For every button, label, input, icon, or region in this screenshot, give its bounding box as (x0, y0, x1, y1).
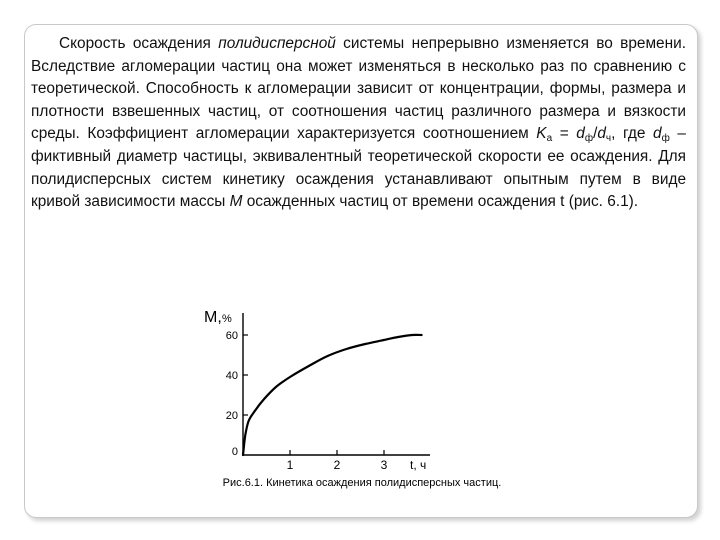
figure-caption: Рис.6.1. Кинетика осаждения полидисперсных частиц. (222, 477, 502, 489)
x-tick-label: 3 (380, 458, 388, 472)
y-axis-symbol: M, (204, 309, 222, 326)
y-axis-unit: % (222, 313, 232, 325)
text-run-italic: полидисперсной (218, 35, 336, 52)
text-run: системы непрерывно изменяется во времени. Вследствие агломерации частиц она может изменяться в несколько раз по сравнению с теоретической. Способность к агломерации зависит от концентрации, формы, размера и плотности взвешенных частиц, от соотношения частиц различного размера и вязкости среды. Коэффициент агломерации характеризуется соотношением (31, 35, 686, 143)
subscript-f: ф (584, 133, 594, 145)
y-tick-label: 0 (231, 446, 238, 458)
equals-sign: = (552, 125, 577, 143)
symbol-d: d (597, 125, 606, 143)
y-tick-label: 20 (225, 410, 238, 422)
x-ticks (287, 450, 388, 472)
subscript-a: а (546, 133, 553, 145)
x-axis-label: t, ч (410, 458, 427, 472)
slash: / (593, 125, 598, 143)
text-run: осажденных частиц от времени осаждения t (рис. 6.1). (242, 193, 639, 211)
subscript-f: ф (661, 133, 670, 145)
x-tick-label: 1 (286, 458, 294, 472)
subscript-ch: ч (605, 133, 612, 145)
symbol-d: d (653, 125, 662, 143)
text-run: , где (611, 125, 654, 143)
symbol-m: M (229, 193, 243, 211)
y-axis-title (204, 309, 232, 326)
text-run: – фиктивный диаметр частицы, эквивалентный теоретической скорости ее осаждения. Для полидисперсных систем кинетику осаждения устанавливают опытным путем в виде кривой зависимости массы (31, 125, 686, 211)
symbol-k: K (536, 125, 547, 143)
y-tick-label: 40 (225, 370, 238, 382)
text-run: Скорость осаждения (59, 35, 219, 52)
y-tick-label: 60 (225, 330, 238, 342)
x-tick-label: 2 (333, 458, 341, 472)
series-line (243, 335, 422, 455)
symbol-d: d (576, 125, 585, 143)
